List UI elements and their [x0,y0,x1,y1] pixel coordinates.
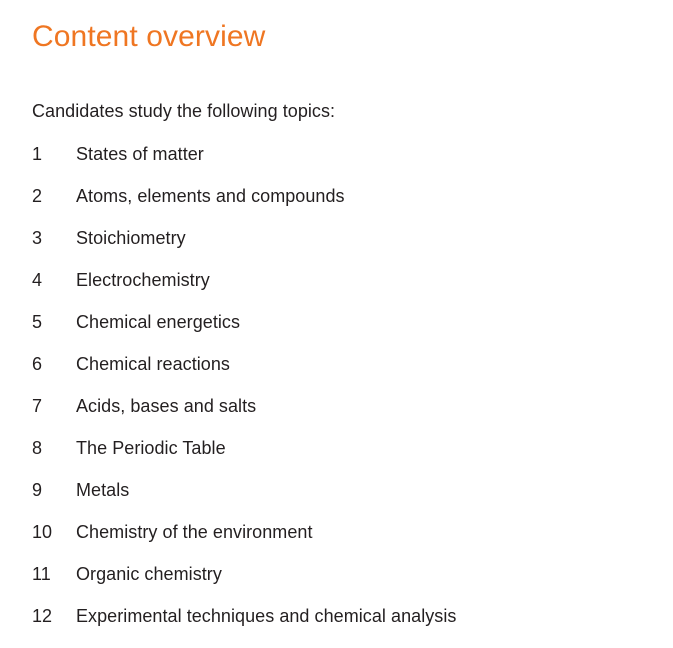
topic-label: Chemistry of the environment [76,522,313,542]
list-item [32,480,643,522]
topic-label: Metals [76,480,130,500]
topic-label: Chemical reactions [76,354,230,374]
topic-list [32,144,643,648]
intro-paragraph: Candidates study the following topics: [32,101,336,121]
topic-label: The Periodic Table [76,438,226,458]
list-item [32,564,643,606]
topic-label: Acids, bases and salts [76,396,257,416]
topic-label: Experimental techniques and chemical analysis [76,606,457,626]
topic-number: 12 [32,606,53,626]
list-item [32,186,643,228]
topic-number: 6 [32,354,43,374]
list-item [32,438,643,480]
topic-number: 4 [32,270,43,290]
topic-number: 8 [32,438,43,458]
topic-label: Atoms, elements and compounds [76,186,345,206]
topic-label: Chemical energetics [76,312,241,332]
list-item [32,144,643,186]
list-item [32,606,643,648]
topic-number: 9 [32,480,43,500]
topic-label: Organic chemistry [76,564,222,584]
topic-number: 10 [32,522,53,542]
list-item [32,396,643,438]
topic-number: 2 [32,186,43,206]
topic-label: States of matter [76,144,204,164]
topic-number: 1 [32,144,43,164]
topic-label: Electrochemistry [76,270,210,290]
page-title: Content overview [32,20,266,53]
list-item [32,270,643,312]
topic-label: Stoichiometry [76,228,186,248]
list-item [32,354,643,396]
topic-number: 7 [32,396,43,416]
topic-number: 5 [32,312,43,332]
list-item [32,522,643,564]
list-item [32,228,643,270]
topic-number: 11 [32,564,51,584]
topic-number: 3 [32,228,43,248]
list-item [32,312,643,354]
